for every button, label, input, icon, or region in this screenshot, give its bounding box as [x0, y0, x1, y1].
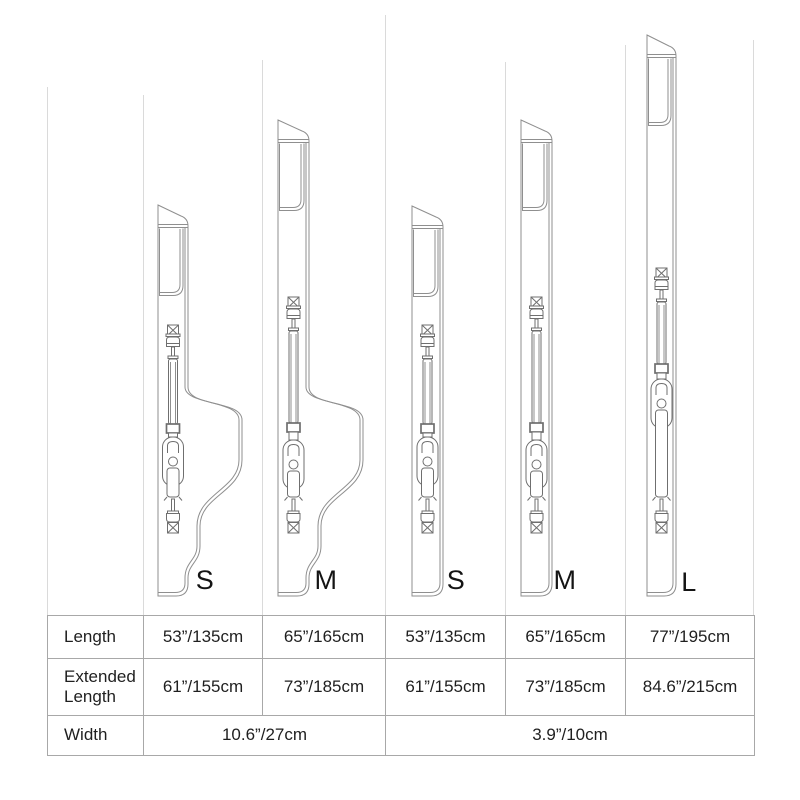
row-label-width: Width: [48, 716, 144, 756]
length-bag2: 65”/165cm: [263, 616, 386, 659]
extended-bag4: 73”/185cm: [506, 659, 626, 716]
length-bag4: 65”/165cm: [506, 616, 626, 659]
size-label-bag2: M: [314, 565, 338, 595]
width-row: [48, 716, 755, 756]
width-slim-bags: 3.9”/10cm: [386, 716, 755, 756]
extended-bag5: 84.6”/215cm: [626, 659, 755, 716]
length-bag1: 53”/135cm: [144, 616, 263, 659]
size-spec-table: [47, 615, 755, 756]
length-row: [48, 616, 755, 659]
row-label-extended: Extended Length: [48, 659, 144, 716]
row-label-length: Length: [48, 616, 144, 659]
extended-bag3: 61”/155cm: [386, 659, 506, 716]
size-label-bag4: M: [553, 565, 577, 595]
extended-bag2: 73”/185cm: [263, 659, 386, 716]
size-label-bag5: L: [681, 567, 697, 597]
width-wide-bags: 10.6”/27cm: [144, 716, 386, 756]
extended-bag1: 61”/155cm: [144, 659, 263, 716]
size-label-bag1: S: [195, 565, 215, 595]
length-bag5: 77”/195cm: [626, 616, 755, 659]
size-label-bag3: S: [446, 565, 466, 595]
length-bag3: 53”/135cm: [386, 616, 506, 659]
extended-length-row: [48, 659, 755, 716]
